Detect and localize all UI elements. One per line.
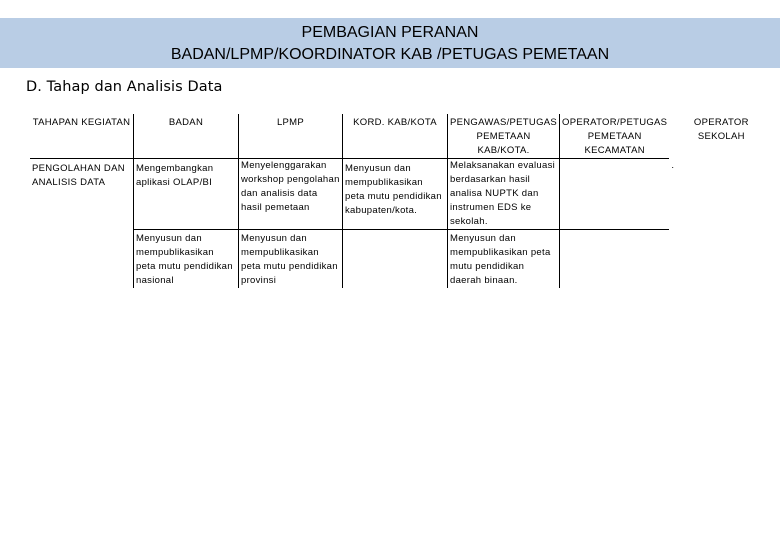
col-header-lpmp: LPMP — [239, 114, 343, 159]
table-header-row — [30, 114, 773, 159]
cell-pengawas: Menyusun dan mempublikasikan peta mutu pendidikan daerah binaan. — [448, 230, 560, 289]
title-line-2: BADAN/LPMP/KOORDINATOR KAB /PETUGAS PEMETAAN — [170, 46, 610, 63]
col-header-operator-sekolah: OPERATOR SEKOLAH — [693, 117, 749, 142]
role-table — [30, 114, 773, 288]
table-row — [30, 159, 773, 230]
col-header-badan: BADAN — [134, 114, 239, 159]
cell-operator-kecamatan — [560, 230, 670, 289]
table-row — [30, 230, 773, 289]
cell-tahapan: PENGOLAHAN DAN ANALISIS DATA — [30, 159, 134, 230]
cell-pengawas: Melaksanakan evaluasi berdasarkan hasil analisa NUPTK dan instrumen EDS ke sekolah. — [448, 159, 560, 230]
section-title: D. Tahap dan Analisis Data — [26, 79, 223, 95]
cell-tahapan — [30, 230, 134, 289]
cell-operator-sekolah: . — [671, 159, 675, 171]
cell-operator-sekolah — [669, 230, 773, 289]
col-header-pengawas: PENGAWAS/PETUGAS PEMETAAN KAB/KOTA. — [448, 114, 560, 159]
col-header-operator-kecamatan: OPERATOR/PETUGAS PEMETAAN KECAMATAN — [560, 114, 670, 159]
col-header-kord: KORD. KAB/KOTA — [343, 114, 448, 159]
title-line-1: PEMBAGIAN PERANAN — [301, 24, 479, 41]
col-header-tahapan: TAHAPAN KEGIATAN — [32, 117, 131, 128]
title-banner — [0, 18, 780, 68]
cell-kord: Menyusun dan mempublikasikan peta mutu pendidikan kabupaten/kota. — [343, 159, 448, 230]
cell-kord — [343, 230, 448, 289]
cell-operator-kecamatan — [560, 159, 670, 230]
cell-lpmp: Menyelenggarakan workshop pengolahan dan analisis data hasil pemetaan — [239, 159, 343, 230]
cell-lpmp: Menyusun dan mempublikasikan peta mutu pendidikan provinsi — [239, 230, 343, 289]
cell-badan: Menyusun dan mempublikasikan peta mutu pendidikan nasional — [134, 230, 239, 289]
cell-badan: Mengembangkan aplikasi OLAP/BI — [134, 159, 239, 230]
